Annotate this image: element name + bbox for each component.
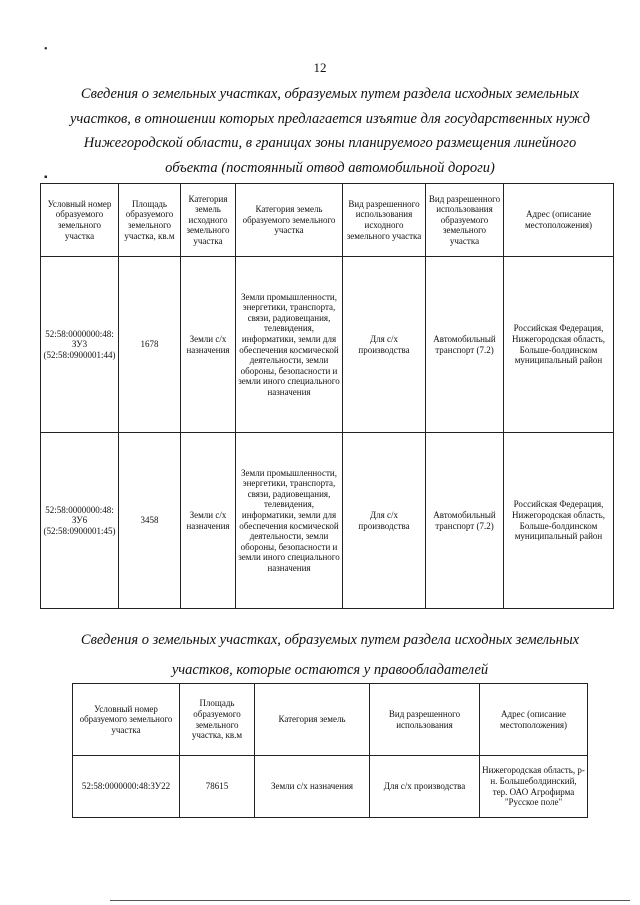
table-cell: 52:58:0000000:48:ЗУ6 (52:58:0900001:45) bbox=[41, 433, 119, 609]
table-cell: 1678 bbox=[119, 257, 181, 433]
page-number: 12 bbox=[313, 60, 327, 75]
table-cell: Земли промышленности, энергетики, транспорта, связи, радиовещания, телевидения, информатики, земли для обеспечения космической деятельности, земли обороны, безопасности и земли иного специального назначения bbox=[236, 257, 343, 433]
table-cell: Российская Федерация, Нижегородская область, Больше-болдинском муниципальный район bbox=[504, 257, 614, 433]
header-cell: Условный номер образуемого земельного участка bbox=[73, 684, 180, 756]
table-cell: Земли с/х назначения bbox=[181, 433, 236, 609]
table-cell: Автомобильный транспорт (7.2) bbox=[426, 257, 504, 433]
table-cell: Автомобильный транспорт (7.2) bbox=[426, 433, 504, 609]
table-cell: 52:58:0000000:48:ЗУ3 (52:58:0900001:44) bbox=[41, 257, 119, 433]
header-cell: Вид разрешенного использования образуемого земельного участка bbox=[426, 184, 504, 257]
table-cell: 3458 bbox=[119, 433, 181, 609]
header-cell: Вид разрешенного использования bbox=[370, 684, 480, 756]
table-cell: 52:58:0000000:48:ЗУ22 bbox=[73, 756, 180, 818]
header-cell: Адрес (описание местоположения) bbox=[480, 684, 588, 756]
table-cell: Земли с/х назначения bbox=[255, 756, 370, 818]
scan-mark: ▪ bbox=[44, 172, 48, 183]
table-header-row bbox=[73, 684, 588, 756]
table-cell: Для с/х производства bbox=[343, 257, 426, 433]
header-cell: Вид разрешенного использования исходного земельного участка bbox=[343, 184, 426, 257]
section2-title: Сведения о земельных участках, образуемых путем раздела исходных земельных участков, которые остаются у правообладателей bbox=[80, 632, 580, 678]
table-cell: Нижегородская область, р-н. Большеболдинский, тер. ОАО Агрофирма "Русское поле" bbox=[480, 756, 588, 818]
table-row bbox=[41, 257, 614, 433]
table-cell: Земли с/х назначения bbox=[181, 257, 236, 433]
table-cell: Российская Федерация, Нижегородская область, Больше-болдинском муниципальный район bbox=[504, 433, 614, 609]
header-cell: Адрес (описание местоположения) bbox=[504, 184, 614, 257]
table-row bbox=[41, 433, 614, 609]
table-cell: Для с/х производства bbox=[343, 433, 426, 609]
header-cell: Категория земель образуемого земельного участка bbox=[236, 184, 343, 257]
table-cell: Земли промышленности, энергетики, транспорта, связи, радиовещания, телевидения, информатики, земли для обеспечения космической деятельности, земли обороны, безопасности и земли иного специального назначения bbox=[236, 433, 343, 609]
scan-mark: • bbox=[44, 44, 48, 55]
section1-title: Сведения о земельных участках, образуемых путем раздела исходных земельных участков, в отношении которых предлагается изъятие для государственных нужд Нижегородской области, в границах зоны планируемого размещения линейного объекта (постоянный отвод автомобильной дороги) bbox=[70, 86, 590, 176]
table-header-row bbox=[41, 184, 614, 257]
header-cell: Категория земель bbox=[255, 684, 370, 756]
table-cell: Для с/х производства bbox=[370, 756, 480, 818]
section1-table bbox=[40, 183, 614, 609]
scan-edge-line bbox=[110, 900, 630, 901]
section2-table bbox=[72, 683, 588, 818]
header-cell: Площадь образуемого земельного участка, кв.м bbox=[180, 684, 255, 756]
header-cell: Категория земель исходного земельного участка bbox=[181, 184, 236, 257]
header-cell: Условный номер образуемого земельного участка bbox=[41, 184, 119, 257]
table-row bbox=[73, 756, 588, 818]
header-cell: Площадь образуемого земельного участка, кв.м bbox=[119, 184, 181, 257]
table-cell: 78615 bbox=[180, 756, 255, 818]
